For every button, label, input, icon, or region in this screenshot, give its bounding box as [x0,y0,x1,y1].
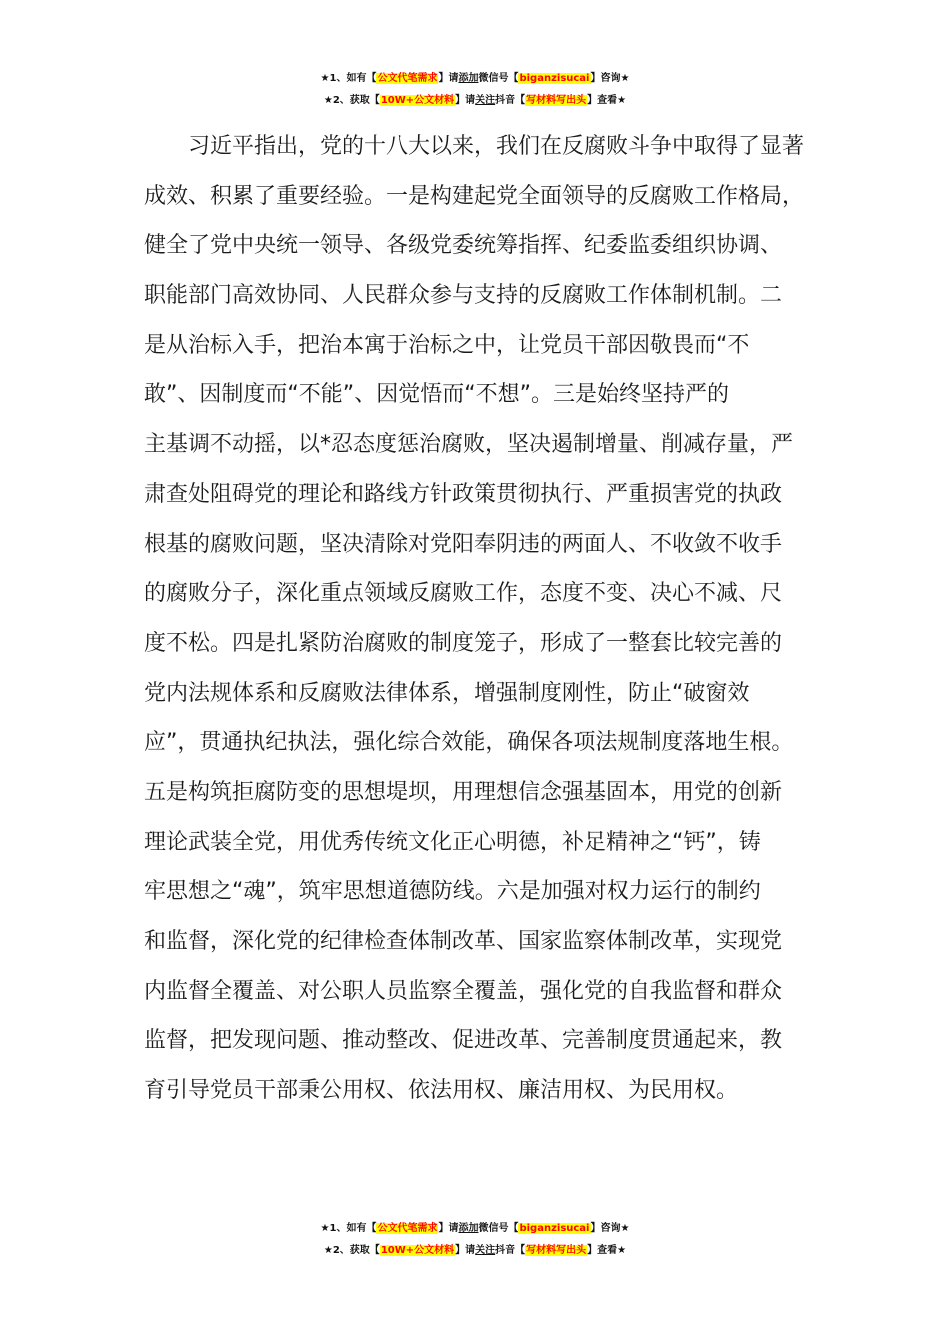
promo-text: 】请 [438,1223,459,1234]
promo-underline: 关注 [475,95,496,106]
article-line: 育引导党员干部秉公用权、依法用权、廉洁用权、为民用权。 [144,1078,739,1104]
article-line: 根基的腐败问题，坚决清除对党阳奉阴违的两面人、不收敛不收手 [144,531,783,557]
article-line: 职能部门高效协同、人民群众参与支持的反腐败工作体制机制。二 [144,283,783,309]
article-line: 和监督，深化党的纪律检查体制改革、国家监察体制改革，实现党 [144,929,783,954]
promo-highlight: 公文代笔需求 [377,1223,438,1234]
header-promo [0,68,950,112]
article-line: 主基调不动摇，以*忍态度惩治腐败，坚决遏制增量、削减存量，严 [144,432,794,458]
promo-line-1 [0,1218,950,1240]
promo-text: 】请 [455,1245,476,1256]
promo-text: ★1、如有【 [320,73,377,84]
article-paragraph [144,122,810,1116]
footer-promo [0,1218,950,1262]
promo-text: ★1、如有【 [320,1223,377,1234]
promo-highlight: 写材料写出头 [526,95,587,106]
promo-underline: 关注 [475,1245,496,1256]
article-line: 健全了党中央统一领导、各级党委统筹指挥、纪委监委组织协调、 [144,233,783,259]
promo-underline: 添加 [458,73,479,84]
promo-text: 】请 [438,73,459,84]
article-line: 的腐败分子，深化重点领域反腐败工作，态度不变、决心不减、尺 [144,581,783,607]
article-line: 内监督全覆盖、对公职人员监察全覆盖，强化党的自我监督和群众 [144,978,783,1004]
promo-text: 】咨询★ [590,1223,630,1234]
article-line: 五是构筑拒腐防变的思想堤坝，用理想信念强基固本，用党的创新 [144,779,783,805]
article-line: 成效、积累了重要经验。一是构建起党全面领导的反腐败工作格局， [144,183,805,209]
article-line: 牢思想之“魂”，筑牢思想道德防线。六是加强对权力运行的制约 [144,879,761,905]
promo-text: 抖音【 [495,95,526,106]
promo-text: 微信号【 [478,73,519,84]
promo-text: ★2、获取【 [323,95,380,106]
promo-highlight: 10W+公文材料 [380,1245,455,1256]
article-line: 是从治标入手，把治本寓于治标之中，让党员干部因敬畏而“不 [144,332,750,358]
article-line: 肃查处阻碍党的理论和路线方针政策贯彻执行、严重损害党的执政 [144,481,783,507]
promo-highlight: biganzisucai [519,1223,590,1234]
promo-highlight: 公文代笔需求 [377,73,438,84]
promo-text: 】查看★ [587,1245,627,1256]
promo-text: 】咨询★ [590,73,630,84]
article-line: 度不松。四是扎紧防治腐败的制度笼子，形成了一整套比较完善的 [144,630,783,656]
promo-line-2 [0,90,950,112]
article-line: 习近平指出，党的十八大以来，我们在反腐败斗争中取得了显著 [144,134,805,159]
promo-line-2 [0,1240,950,1262]
promo-text: 】请 [455,95,476,106]
article-line: 应”，贯通执纪执法，强化综合效能，确保各项法规制度落地生根。 [144,730,794,756]
promo-underline: 添加 [458,1223,479,1234]
article-line: 党内法规体系和反腐败法律体系，增强制度刚性，防止“破窗效 [144,680,750,706]
promo-text: 抖音【 [495,1245,526,1256]
promo-line-1 [0,68,950,90]
article-line: 监督，把发现问题、推动整改、促进改革、完善制度贯通起来，教 [144,1028,783,1054]
promo-text: 微信号【 [478,1223,519,1234]
promo-highlight: biganzisucai [519,73,590,84]
article-line: 理论武装全党，用优秀传统文化正心明德，补足精神之“钙”，铸 [144,829,761,855]
promo-text: ★2、获取【 [323,1245,380,1256]
promo-text: 】查看★ [587,95,627,106]
article-line: 敢”、因制度而“不能”、因觉悟而“不想”。三是始终坚持严的 [144,382,729,408]
promo-highlight: 10W+公文材料 [380,95,455,106]
promo-highlight: 写材料写出头 [526,1245,587,1256]
